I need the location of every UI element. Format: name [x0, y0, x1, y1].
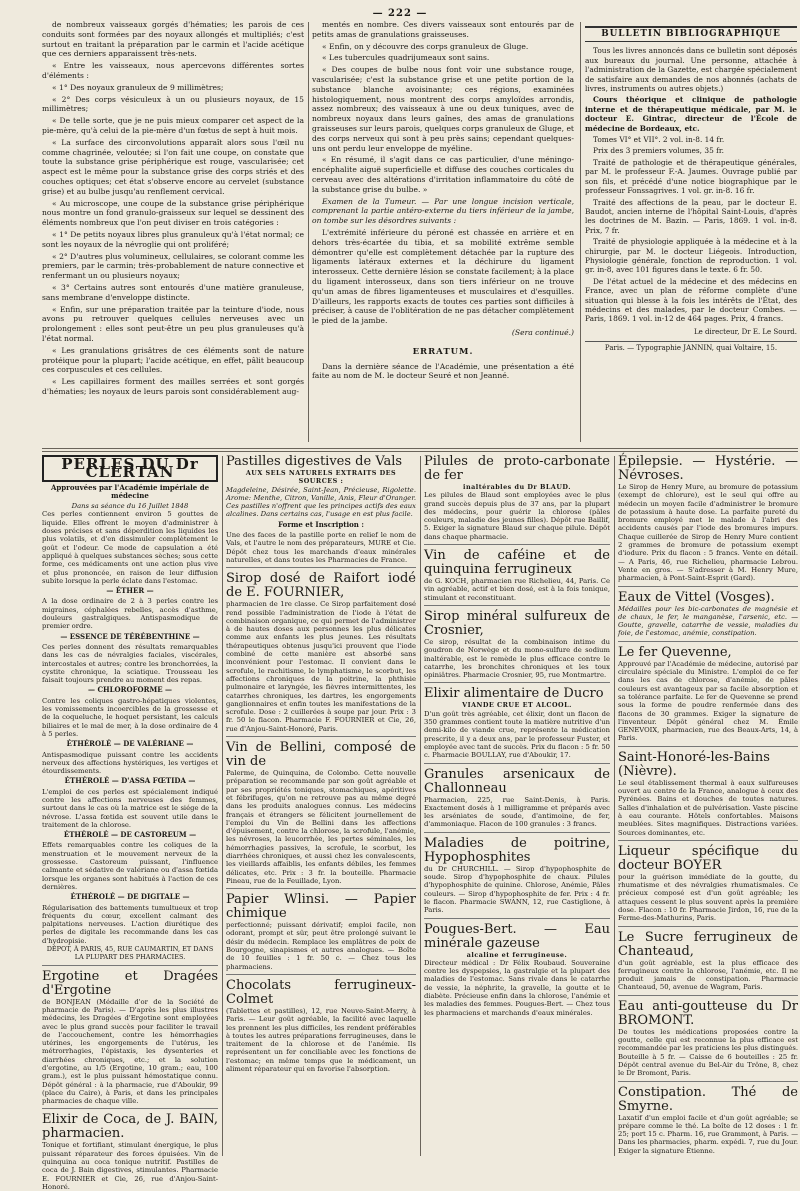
ad-title: Épilepsie. — Hystérie. — Névroses.	[618, 454, 798, 483]
paragraph: « Enfin, sur une préparation traitée par la teinture d'iode, nous avons pu retrouver quelques cellules nerveuses avec un prolongement : elles sont peut-être un peu plus granuleuses qu'à l'état normal.	[42, 304, 304, 343]
ad-title: Granules arsenicaux de Challonneau	[424, 766, 610, 796]
ad-section-heading: Forme et Inscription :	[278, 519, 364, 529]
ad-title: Eau anti-goutteuse du Dr BROMONT.	[618, 998, 798, 1028]
ad-text: Une des faces de la pastille porte en relief le nom de Vals, et l'autre le nom des préparateurs, MURE et Cie. Dépôt chez tous les marchands d'eaux minérales naturelles, et dans toutes les Pharmacies de France.	[226, 531, 416, 568]
ad-text: Le seul établissement thermal à eaux sulfureuses ouvert au centre de la France, analogue à ceux des Pyrénées. Bains et douches de toutes natures. Salles d'inhalation et de pulvérisation. Vaste piscine à eau courante. Hôtels confortables. Maisons meublées. Sites magnifiques. Distractions variées. Sources dominantes, etc.	[618, 779, 798, 841]
paragraph: « Des coupes de bulbe nous font voir une substance rouge, vascularisée; c'est la substance grise et une petite portion de la substance blanche avoisinante; ces régions, examinées histologiquement, nous montrent des corps amyloïdes arrondis, assez nombreux; des vaisseaux à une ou deux tuniques, avec de nombreux noyaux dans leurs gaînes, des amas de granulations graisseuses sur leurs parois, quelques corps granuleux de Gluge, et des corps nerveux qui sont à peu près sains; cependant quelques-uns ont perdu leur enveloppe de myéline.	[312, 65, 574, 153]
ad-text: de BONJEAN (Médaille d'or de la Société de pharmacie de Paris). — D'après les plus illustres médecins, les Dragées d'Ergotine sont employées avec le plus grand succès pour faciliter le travail de l'accouchement, contre les hémorrhagies utérines, les engorgements de l'utérus, les métrorrhagies, l'épistaxis, les dysenteries et diarrhées chroniques, etc.; et la solution d'ergotine, au 1/5 (Ergotine, 10 gram.; eau, 100 gram.), est le plus puissant hémostatique connu. Dépôt général : à la pharmacie, rue d'Aboukir, 99 (place du Caire), à Paris, et dans les principales pharmacies de chaque ville.	[42, 998, 218, 1110]
column-divider	[420, 456, 421, 1156]
paragraph: Prix des 3 premiers volumes, 35 fr.	[593, 146, 724, 156]
ad-text: de G. KOCH, pharmacien rue Richelieu, 44, Paris. Ce vin agréable, actif et bien dosé, est à la fois tonique, stimulant et reconstituant.	[424, 577, 610, 606]
paragraph: « 2° D'autres plus volumineux, cellulaires, se colorant comme les premiers, par le carmin; très-probablement de nature connective et renfermant un ou plusieurs noyaux;	[42, 251, 304, 281]
ad-section-text: L'emploi de ces perles est spécialement indiqué contre les affections nerveuses des femmes, surtout dans le cas où la matrice est le siége de la névrose. L'assa fœtida est souvent utile dans le traitement de la chlorose.	[42, 787, 218, 829]
paragraph: L'extrémité inférieure du péroné est chassée en arrière et en dehors très-écartée du tibia, et sa mobilité extrême semble démontrer qu'elle est complètement détachée par la rupture des ligaments latéraux externes et la déchirure du ligament interosseux. Cette dernière lésion se constate facilement; à la place du ligament interosseux, dans son tiers inférieur on ne trouve qu'un amas de fibres ligamenteuses et musculaires et d'esquilles. D'ailleurs, les rapports exacts de toutes ces parties sont difficiles à préciser, à cause de l'oblitération de ne pas détacher complètement le pied de la jambe.	[312, 227, 574, 326]
paragraph: « Les tubercules quadrijumeaux sont sains.	[322, 53, 490, 63]
ad-section-text: Ces perles donnent des résultats remarquables dans les cas de névralgies faciales, viscérales, intercostales et autres; contre les bronchorrées, la cystite chronique, la sciatique. Trousseau les faisait toujours prendre au moment des repas.	[42, 642, 218, 685]
ad-title: Pougues-Bert. — Eau minérale gazeuse	[424, 921, 610, 951]
ad-title: Le fer Quevenne,	[618, 644, 732, 660]
ad-text: Magdeleine, Désirée, Saint-Jean, Précieuse, Rigolette. Arome: Menthe, Citron, Vanille, Anis, Fleur d'Oranger. Ces pastilles n'offrent que les principes actifs des eaux alcalines. Dans certains cas, l'usage en est plus facile.	[226, 485, 416, 519]
ad-text: Palerme, de Quinquina, de Colombo. Cette nouvelle préparation se recommande par son goût agréable et par ses propriétés toniques, stomachiques, apéritives et fébrifuges, qu'on ne retrouve pas au même degré dans les produits analogues connus. Les médecins français et étrangers se félicitent journellement de l'emploi du Vin de Bellini dans les affections d'épuisement, contre la chlorose, la scrofule, l'anémie, les névroses, la leucorrhée, les pertes séminales, les hémorrhagies passives, la scrofule, le scorbut, les diarrhées chroniques, et aussi chez les convalescents, les vieillards affaiblis, les enfants débiles, les femmes délicates, etc. Prix : 3 fr. la bouteille. Pharmacie Pineau, rue de la Feuillade, Lyon.	[226, 769, 416, 889]
ad-subtitle: VIANDE CRUE ET ALCOOL.	[462, 701, 572, 710]
ad-text: pharmacien de 1re classe. Ce Sirop parfaitement dosé rend possible l'administration de l'iode à l'état de combinaison organique, ce qui permet de l'administrer à de hautes doses aux personnes les plus délicates comme aux enfants les plus jeunes. Les résultats thérapeutiques obtenus jusqu'ici prouvent que l'iode combiné de cette manière est absorbé sans inconvénient pour l'estomac. Il convient dans le scrofule, le rachitisme, le lymphatisme, le scorbut, les affections chroniques de la poitrine, la phthisie pulmonaire et laryngée, les fièvres intermittentes, les catarrhes chroniques, les dartres, les engorgements ganglionnaires et enfin toutes les manifestations de la scrofule. Dose : 2 cuillerées à soupe par jour. Prix : 3 fr. 50 le flacon. Pharmacie F. FOURNIER et Cie, 26, rue d'Anjou-Saint-Honoré, Paris.	[226, 600, 416, 737]
ad-section-text: Effets remarquables contre les coliques de la menstruation et le mouvement nerveux de la grossesse. Castoreum puissant, l'influence calmante et sédative de valériane ou d'assa fœtida lorsque les organes sont habitués à l'action de ces dernières.	[42, 841, 218, 891]
bibliographic-bulletin	[585, 20, 797, 430]
paragraph: « Au microscope, une coupe de la substance grise périphérique nous montre un fond granulo-graisseux sur lequel se dessinent des éléments nombreux que l'on peut diviser en trois catégories :	[42, 198, 304, 228]
ad-text: D'un goût très agréable, cet élixir, dont un flacon de 350 grammes contient toute la matière nutritive d'un demi-kilo de viande crue, représente la médication prescrite, il y a deux ans, par le professeur Fuster, et employée avec tant de succès. Prix du flacon : 5 fr. 50 c. Pharmacie BOULLAY, rue d'Aboukir, 17.	[424, 710, 610, 764]
ad-title: Constipation. Thé de Smyrne.	[618, 1084, 798, 1114]
bulletin-title: BULLETIN BIBLIOGRAPHIQUE	[585, 26, 797, 42]
ad-title: PERLES DU Dr CLERTAN	[42, 455, 218, 482]
ad-title: Ergotine et Dragées d'Ergotine	[42, 968, 218, 998]
paragraph: « Entre les vaisseaux, nous apercevons différentes sortes d'éléments :	[42, 61, 304, 80]
paragraph: « 2° Des corps vésiculeux à un ou plusieurs noyaux, de 15 millimètres;	[42, 94, 304, 114]
director-signature: Le directeur, Dr E. Le Sourd.	[694, 327, 797, 336]
ads-column-2	[226, 455, 416, 1160]
article-column-2	[312, 20, 574, 445]
column-divider	[308, 22, 309, 442]
paragraph: Traité de physiologie appliquée à la médecine et à la chirurgie, par M. le docteur Liégeois. Introduction, Physiologie générale, fonction de reproduction. 1 vol. gr. in-8, avec 101 figures dans le texte. 6 fr. 50.	[585, 237, 797, 275]
column-divider	[614, 456, 615, 1156]
ad-title: Liqueur spécifique du docteur BOYER	[618, 843, 798, 873]
article-column-1	[42, 20, 304, 445]
ad-title: Pastilles digestives de Vals	[226, 454, 403, 469]
ad-section-heading: ÉTHÉROLÉ — DE VALÉRIANE —	[66, 739, 194, 749]
paragraph: « Enfin, on y découvre des corps granuleux de Gluge.	[322, 41, 529, 51]
paragraph: « En résumé, il s'agit dans ce cas particulier, d'une méningo-encéphalite aiguë superficielle et diffuse des couches corticales du cerveau avec des altérations d'irritation inflammatoire du côté de la substance grise du bulbe. »	[312, 155, 574, 194]
ad-title: Vin de caféine et de quinquina ferrugineux	[424, 548, 610, 578]
paragraph: De l'état actuel de la médecine et des médecins en France, avec un plan de réforme complète d'une situation qui blesse à la fois les intérêts de l'État, des médecins et des malades, par le docteur Combes. — Paris, 1869. 1 vol. in-12 de 464 pages. Prix, 4 francs.	[585, 276, 797, 324]
paragraph: Cours théorique et clinique de pathologie interne et de thérapeutique médicale, par M. le docteur E. Gintrac, directeur de l'École de médecine de Bordeaux, etc.	[585, 95, 797, 133]
paragraph: Examen de la Tumeur. — Par une longue incision verticale, comprenant la partie antéro-externe du tiers inférieur de la jambe, on tombe sur les désordres suivants :	[312, 196, 574, 226]
ad-title: Maladies de poitrine, Hypophosphites	[424, 835, 610, 865]
ad-intro: Ces perles contiennent environ 5 gouttes de liquide. Elles offrent le moyen d'administrer à doses précises et sans déperdition les liquides les plus volatils, et d'en dissimuler complètement le goût et l'odeur. Ce mode de capsulation a été appliqué à quelques substances sèches; sous cette forme, ces médicaments ont une action plus vive et plus prononcée, en raison de leur diffusion subite lorsque la perle éclate dans l'estomac.	[42, 510, 218, 585]
paragraph: Tomes VI° et VII°. 2 vol. in-8. 14 fr.	[593, 135, 725, 145]
ad-section-text: A la dose ordinaire de 2 à 3 perles contre les migraines, céphalées rebelles, accès d'asthme, douleurs gastralgiques. Antispasmodique de premier ordre.	[42, 597, 218, 631]
ad-subtitle: Approuvées par l'Académie impériale de médecine	[50, 482, 210, 500]
paragraph: « 1° De petits noyaux libres plus granuleux qu'à l'état normal; ce sont les noyaux de la névroglie qui ont proliféré;	[42, 229, 304, 249]
ad-text: (Tablettes et pastilles), 12, rue Neuve-Saint-Merry, à Paris. — Leur goût agréable, la facilité avec laquelle les prennent les plus difficiles, les rendent préférables à toutes les autres préparations ferrugineuses, dans le traitement de la chlorose et de l'anémie. Ils représentent un fer conciliable avec les fonctions de l'estomac; en même temps que le médicament, un aliment réparateur qui en favorise l'absorption.	[226, 1006, 416, 1074]
ad-title: Elixir alimentaire de Ducro	[424, 686, 604, 702]
ad-text: Le Sirop de Henry Mure, au bromure de potassium (exempt de chlorure), est le seul qui offre au médecin un moyen facile d'administrer le bromure de potassium à haute dose. La parfaite pureté du bromure employé met le malade à l'abri des accidents causés par l'iode des bromures impurs. Chaque cuillerée de Sirop de Henry Mure contient 2 grammes de bromure de potassium exempt d'iodure. Prix du flacon : 5 francs. Vente en détail. — A Paris, 46, rue Richelieu, pharmacie Lebrou. Vente en gros. — S'adresser à M. Henry Mure, pharmacien, à Pont-Saint-Esprit (Gard).	[618, 483, 798, 587]
paragraph: Traité de pathologie et de thérapeutique générales, par M. le professeur F.-A. Jaumes. Ouvrage publié par son fils, et précédé d'une notice biographique par le professeur Fonssagrives. 1 vol. gr. in-8. 16 fr.	[585, 157, 797, 196]
ad-date: Dans sa séance du 16 Juillet 1848	[71, 502, 189, 511]
ad-text: Tonique et fortifiant, stimulant énergique, le plus puissant réparateur des forces épuisées. Vin de quinquina au coca tonique nutritif. Pastilles de coca de J. Bain digestives, stimulantes. Pharmacie E. FOURNIER et Cie, 26, rue d'Anjou-Saint-Honoré.	[42, 1141, 218, 1191]
ad-title: Chocolats ferrugineux-Colmet	[226, 977, 416, 1007]
ad-text: du Dr CHURCHILL. — Sirop d'hypophosphite de soude. Sirop d'hypophosphite de chaux. Pilules d'hypophosphite de quinine. Chlorose, Anémie, Pâles couleurs. — Sirop d'hypophosphite de fer. Prix : 4 fr. le flacon. Pharmacie SWANN, 12, rue Castiglione, à Paris.	[424, 865, 610, 919]
ad-section-heading: ÉTHÉROLÉ — DE DIGITALE —	[70, 892, 190, 902]
paragraph: de nombreux vaisseaux gorgés d'hématies; les parois de ces conduits sont formées par des noyaux allongés et multipliés; c'est surtout en traitant la préparation par le carmin et l'acide acétique que ces derniers apparaissent très-nets.	[42, 20, 304, 59]
ad-text: perfectionné; puissant dérivatif; emploi facile, non odorant, prompt et sûr, peut être prolongé suivant le désir du médecin. Remplace les emplâtres de poix de Bourgogne, sinapismes et autres analogues. — Boîte de 10 feuilles : 1 fr. 50 c. — Chez tous les pharmaciens.	[226, 921, 416, 975]
ad-title: Le Sucre ferrugineux de Chanteaud,	[618, 929, 798, 959]
printer-line: Paris. — Typographie JANNIN, quai Voltaire, 15.	[585, 341, 797, 353]
ads-column-3	[424, 455, 610, 1160]
ad-section-heading: ÉTHÉROLÉ — D'ASSA FŒTIDA —	[64, 776, 196, 786]
ad-title: Sirop dosé de Raifort iodé de E. FOURNIER,	[226, 571, 416, 601]
ads-column-4	[618, 455, 798, 1160]
ad-section-heading: — CHLOROFORME —	[88, 685, 172, 695]
ad-text: Les pilules de Blaud sont employées avec le plus grand succès depuis plus de 37 ans, par la plupart des médecins, pour guérir la chlorose (pâles couleurs, maladie des jeunes filles). Dépôt rue Baillif, 5. Exiger la signature Blaud sur chaque pilule. Dépôt dans chaque pharmacie.	[424, 491, 610, 545]
paragraph: « Les granulations grisâtres de ces éléments sont de nature protéique pour la plupart; l'acide acétique, en effet, pâlit beaucoup ces corpuscules et ces cellules.	[42, 345, 304, 375]
section-divider	[42, 451, 798, 452]
paragraph: « 3° Certains autres sont entourés d'une matière granuleuse, sans membrane d'enveloppe distincte.	[42, 282, 304, 302]
ad-title: Vin de Bellini, composé de vin de	[226, 740, 416, 770]
ad-title: Sirop minéral sulfureux de Crosnier,	[424, 608, 610, 638]
ad-text: d'un goût agréable, est la plus efficace des ferrugineux contre la chlorose, l'anémie, etc. Il ne produit jamais de constipation. Pharmacie Chanteaud, 50, avenue de Wagram, Paris.	[618, 959, 798, 996]
ad-title: Papier Wlinsi. — Papier chimique	[226, 892, 416, 922]
ad-title: Elixir de Coca, de J. BAIN, pharmacien.	[42, 1112, 218, 1142]
ad-text: Directeur médical : Dr Félix Roubaud. Souveraine contre les dyspepsies, la gastralgie et la plupart des maladies de l'estomac. Sans rivale dans le catarrhe de vessie, la néphrite, la gravelle, la goutte et le diabète. Précieuse enfin dans la chlorose, l'anémie et les maladies des femmes. Pougues-Bert. — Chez tous les pharmaciens et marchands d'eaux minérales.	[424, 958, 610, 1017]
ad-section-heading: — ESSENCE DE TÉRÉBENTHINE —	[60, 631, 200, 641]
column-divider	[222, 456, 223, 1156]
page-number: — 222 —	[372, 8, 428, 19]
ad-address: DÉPOT, À PARIS, 45, RUE CAUMARTIN, ET DANS LA PLUPART DES PHARMACIES.	[42, 945, 218, 966]
ad-section-text: Régularisation des battements tumultueux et trop fréquents du cœur, excellent calmant des palpitations nerveuses. L'action diurétique des perles de digitale les recommande dans les cas d'hydropisie.	[42, 903, 218, 945]
erratum-heading: ERRATUM.	[412, 346, 474, 357]
ad-text: Approuvé par l'Académie de médecine, autorisé par circulaire spéciale du Ministre. L'emploi de ce fer dans les cas de chlorose, d'anémie, de pâles couleurs est avantageux par sa facile absorption et sa tolérance parfaite. Le fer de Quevenne se prend sous la forme de poudre renfermée dans des flacons de 30 grammes. Exiger la signature de l'inventeur. Dépôt général chez M. Émile GENEVOIX, pharmacien, rue des Beaux-Arts, 14, à Paris.	[618, 660, 798, 747]
section-divider	[42, 448, 798, 449]
ad-section-text: Antispasmodique puissant contre les accidents nerveux des affections hystériques, les vertiges et étourdissements.	[42, 750, 218, 776]
ad-subtitle: inaltérables du Dr BLAUD.	[463, 483, 571, 491]
ad-title: Pilules de proto-carbonate de fer	[424, 454, 610, 483]
ad-section-heading: — ÉTHER —	[106, 586, 154, 596]
ad-section-heading: ÉTHÉROLÉ — DE CASTOREUM —	[63, 830, 197, 840]
ads-column-1	[42, 455, 218, 1191]
erratum-text: Dans la dernière séance de l'Académie, une présentation a été faite au nom de M. le docteur Seuré et non Jeanné.	[312, 361, 574, 381]
ad-text: Médailles pour les bic-carbonates de magnésie et de chaux, le fer, le manganèse, l'arsenic, etc. — Goutte, gravelle, catarrhe de vessie, maladies du foie, de l'estomac, anémie, constipation.	[618, 605, 798, 642]
ad-subtitle: AUX SELS NATURELS EXTRAITS DES SOURCES :	[245, 469, 397, 486]
ad-subtitle: alcaline et ferrugineuse.	[466, 950, 568, 959]
ad-text: Laxatif d'un emploi facile et d'un goût agréable; se prépare comme le thé. La boîte de 12 doses : 1 fr. 25; port 15 c. Pharm. 16, rue Grammont, à Paris. — Dans les pharmacies, pharm. expédi. 7, rue du Jour. Exiger la signature Étienne.	[618, 1113, 798, 1155]
ad-text: Pharmacien, 225, rue Saint-Denis, à Paris. Exactement dosés à 1 milligramme et préparés avec les arséniates de soude, d'antimoine, de fer, d'ammoniaque. Flacon de 100 granules : 3 francs.	[424, 796, 610, 833]
ad-section-text: Contre les coliques gastro-hépatiques violentes, les vomissements incoercibles de la grossesse et de la coqueluche, le hoquet persistant, les calculs biliaires et le mal de mer, à la dose ordinaire de 4 à 5 perles.	[42, 696, 218, 738]
paragraph: Tous les livres annoncés dans ce bulletin sont déposés aux bureaux du journal. Une personne, attachée à l'administration de la Gazette, est chargée spécialement de satisfaire aux demandes de nos abonnés (achats de livres, instruments ou autres objets.)	[585, 46, 797, 94]
paragraph: Traité des affections de la peau, par le docteur E. Baudot, ancien interne de l'hôpital Saint-Louis, d'après les doctrines de M. Bazin. — Paris, 1869. 1 vol. in-8. Prix, 7 fr.	[585, 197, 797, 235]
ad-title: Eaux de Vittel (Vosges).	[618, 589, 775, 605]
paragraph: « 1° Des noyaux granuleux de 9 millimètres;	[52, 82, 224, 92]
column-divider	[580, 22, 581, 442]
ad-text: De toutes les médications proposées contre la goutte, celle qui est reconnue la plus efficace est recommandée par les praticiens les plus distingués. Bouteille à 5 fr. — Caisse de 6 bouteilles : 25 fr. Dépôt central avenue du Bel-Air du Trône, 8, chez le Dr Bromont, Paris.	[618, 1028, 798, 1082]
ad-text: pour la guérison immédiate de la goutte, du rhumatisme et des névralgies rhumatismales. Ce précieux composé est d'un goût agréable; les attaques cessent le plus souvent après la première dose. Flacon : 10 fr. Pharmacie Jirdon, 16, rue de la Ferme-des-Mathurins, Paris.	[618, 873, 798, 927]
paragraph: « De telle sorte, que je ne puis mieux comparer cet aspect de la pie-mère, qu'à celui de la pie-mère d'un fœtus de sept à huit mois.	[42, 116, 304, 135]
ad-title: Saint-Honoré-les-Bains (Nièvre).	[618, 749, 770, 779]
to-be-continued: (Sera continué.)	[511, 327, 574, 337]
ad-text: Ce sirop, résultat de la combinaison intime du goudron de Norwège et du mono-sulfure de sodium inaltérable, est le remède le plus efficace contre le catarrhe, les bronchites chroniques et les toux opiniâtres. Pharmacie Crosnier, 95, rue Montmartre.	[424, 638, 610, 683]
paragraph: « La surface des circonvolutions apparaît alors sous l'œil nu comme chagrinée, veloutée; si l'on fait une coupe, on constate que toute la substance grise périphérique est rouge, vascularisée; cet aspect est le même pour la substance grise des corps striés et des couches optiques; cet état s'observe encore au cervelet (substance grise) et au bulbe jusqu'au renflement cervical.	[42, 137, 304, 196]
paragraph: « Les capillaires forment des mailles serrées et sont gorgés d'hématies; les noyaux de leurs parois sont considérablement aug-	[42, 377, 304, 396]
paragraph: mentés en nombre. Ces divers vaisseaux sont entourés par de petits amas de granulations graisseuses.	[312, 20, 574, 39]
